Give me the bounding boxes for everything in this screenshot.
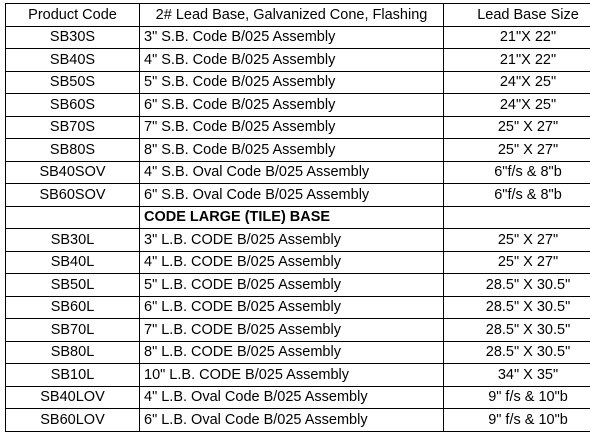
description-cell: 8" L.B. CODE B/025 Assembly — [140, 341, 444, 364]
size-cell: 6"f/s & 8"b — [444, 161, 590, 184]
description-cell: 3" L.B. CODE B/025 Assembly — [140, 229, 444, 252]
size-cell: 21"X 22" — [444, 49, 590, 72]
table-row — [6, 139, 590, 162]
size-cell: 28.5" X 30.5" — [444, 274, 590, 297]
table-row — [6, 364, 590, 387]
header-product-code: Product Code — [6, 4, 140, 27]
table-row — [6, 341, 590, 364]
product-code-cell: SB40S — [6, 49, 140, 72]
product-code-cell: SB80S — [6, 139, 140, 162]
size-cell: 6"f/s & 8"b — [444, 184, 590, 207]
table-row — [6, 116, 590, 139]
table-row — [6, 296, 590, 319]
size-cell: 9" f/s & 10"b — [444, 386, 590, 409]
table-body — [6, 26, 590, 431]
table-row — [6, 184, 590, 207]
product-table — [5, 3, 590, 432]
table-row — [6, 319, 590, 342]
table-row — [6, 94, 590, 117]
product-code-cell: SB70L — [6, 319, 140, 342]
section-header-row — [6, 206, 590, 229]
description-cell: 5" L.B. CODE B/025 Assembly — [140, 274, 444, 297]
product-code-cell: SB40LOV — [6, 386, 140, 409]
size-cell: 28.5" X 30.5" — [444, 341, 590, 364]
size-cell: 25" X 27" — [444, 116, 590, 139]
description-cell: 10" L.B. CODE B/025 Assembly — [140, 364, 444, 387]
description-cell: 6" S.B. Code B/025 Assembly — [140, 94, 444, 117]
size-cell: 34" X 35" — [444, 364, 590, 387]
table-row — [6, 386, 590, 409]
table-row — [6, 251, 590, 274]
table-row — [6, 161, 590, 184]
description-cell: 4" S.B. Oval Code B/025 Assembly — [140, 161, 444, 184]
description-cell: 5" S.B. Code B/025 Assembly — [140, 71, 444, 94]
description-cell: 6" S.B. Oval Code B/025 Assembly — [140, 184, 444, 207]
table-row — [6, 229, 590, 252]
size-cell: 25" X 27" — [444, 229, 590, 252]
table-row — [6, 274, 590, 297]
description-cell: 6" L.B. CODE B/025 Assembly — [140, 296, 444, 319]
size-cell: 24"X 25" — [444, 94, 590, 117]
product-code-cell: SB60L — [6, 296, 140, 319]
product-code-cell: SB50S — [6, 71, 140, 94]
description-cell: 4" S.B. Code B/025 Assembly — [140, 49, 444, 72]
product-code-cell: SB60SOV — [6, 184, 140, 207]
size-cell: 9" f/s & 10"b — [444, 409, 590, 432]
size-cell: 28.5" X 30.5" — [444, 296, 590, 319]
product-code-cell: SB50L — [6, 274, 140, 297]
table-row — [6, 71, 590, 94]
description-cell: 4" L.B. Oval Code B/025 Assembly — [140, 386, 444, 409]
description-cell: 3" S.B. Code B/025 Assembly — [140, 26, 444, 49]
size-cell: 25" X 27" — [444, 139, 590, 162]
product-code-cell: SB70S — [6, 116, 140, 139]
size-cell: 25" X 27" — [444, 251, 590, 274]
size-cell: 24"X 25" — [444, 71, 590, 94]
product-code-cell: SB30S — [6, 26, 140, 49]
description-cell: 6" L.B. Oval Code B/025 Assembly — [140, 409, 444, 432]
product-code-cell: SB80L — [6, 341, 140, 364]
table-row — [6, 409, 590, 432]
product-code-cell: SB60LOV — [6, 409, 140, 432]
table-row — [6, 49, 590, 72]
product-code-cell: SB40L — [6, 251, 140, 274]
description-cell: 7" S.B. Code B/025 Assembly — [140, 116, 444, 139]
size-cell — [444, 206, 590, 229]
product-code-cell: SB60S — [6, 94, 140, 117]
product-code-cell — [6, 206, 140, 229]
section-title: CODE LARGE (TILE) BASE — [140, 206, 444, 229]
size-cell: 21"X 22" — [444, 26, 590, 49]
product-code-cell: SB40SOV — [6, 161, 140, 184]
header-row — [6, 4, 590, 27]
product-code-cell: SB30L — [6, 229, 140, 252]
product-code-cell: SB10L — [6, 364, 140, 387]
description-cell: 7" L.B. CODE B/025 Assembly — [140, 319, 444, 342]
size-cell: 28.5" X 30.5" — [444, 319, 590, 342]
description-cell: 4" L.B. CODE B/025 Assembly — [140, 251, 444, 274]
header-lead-base-size: Lead Base Size — [444, 4, 590, 27]
table-row — [6, 26, 590, 49]
description-cell: 8" S.B. Code B/025 Assembly — [140, 139, 444, 162]
header-description: 2# Lead Base, Galvanized Cone, Flashing — [140, 4, 444, 27]
